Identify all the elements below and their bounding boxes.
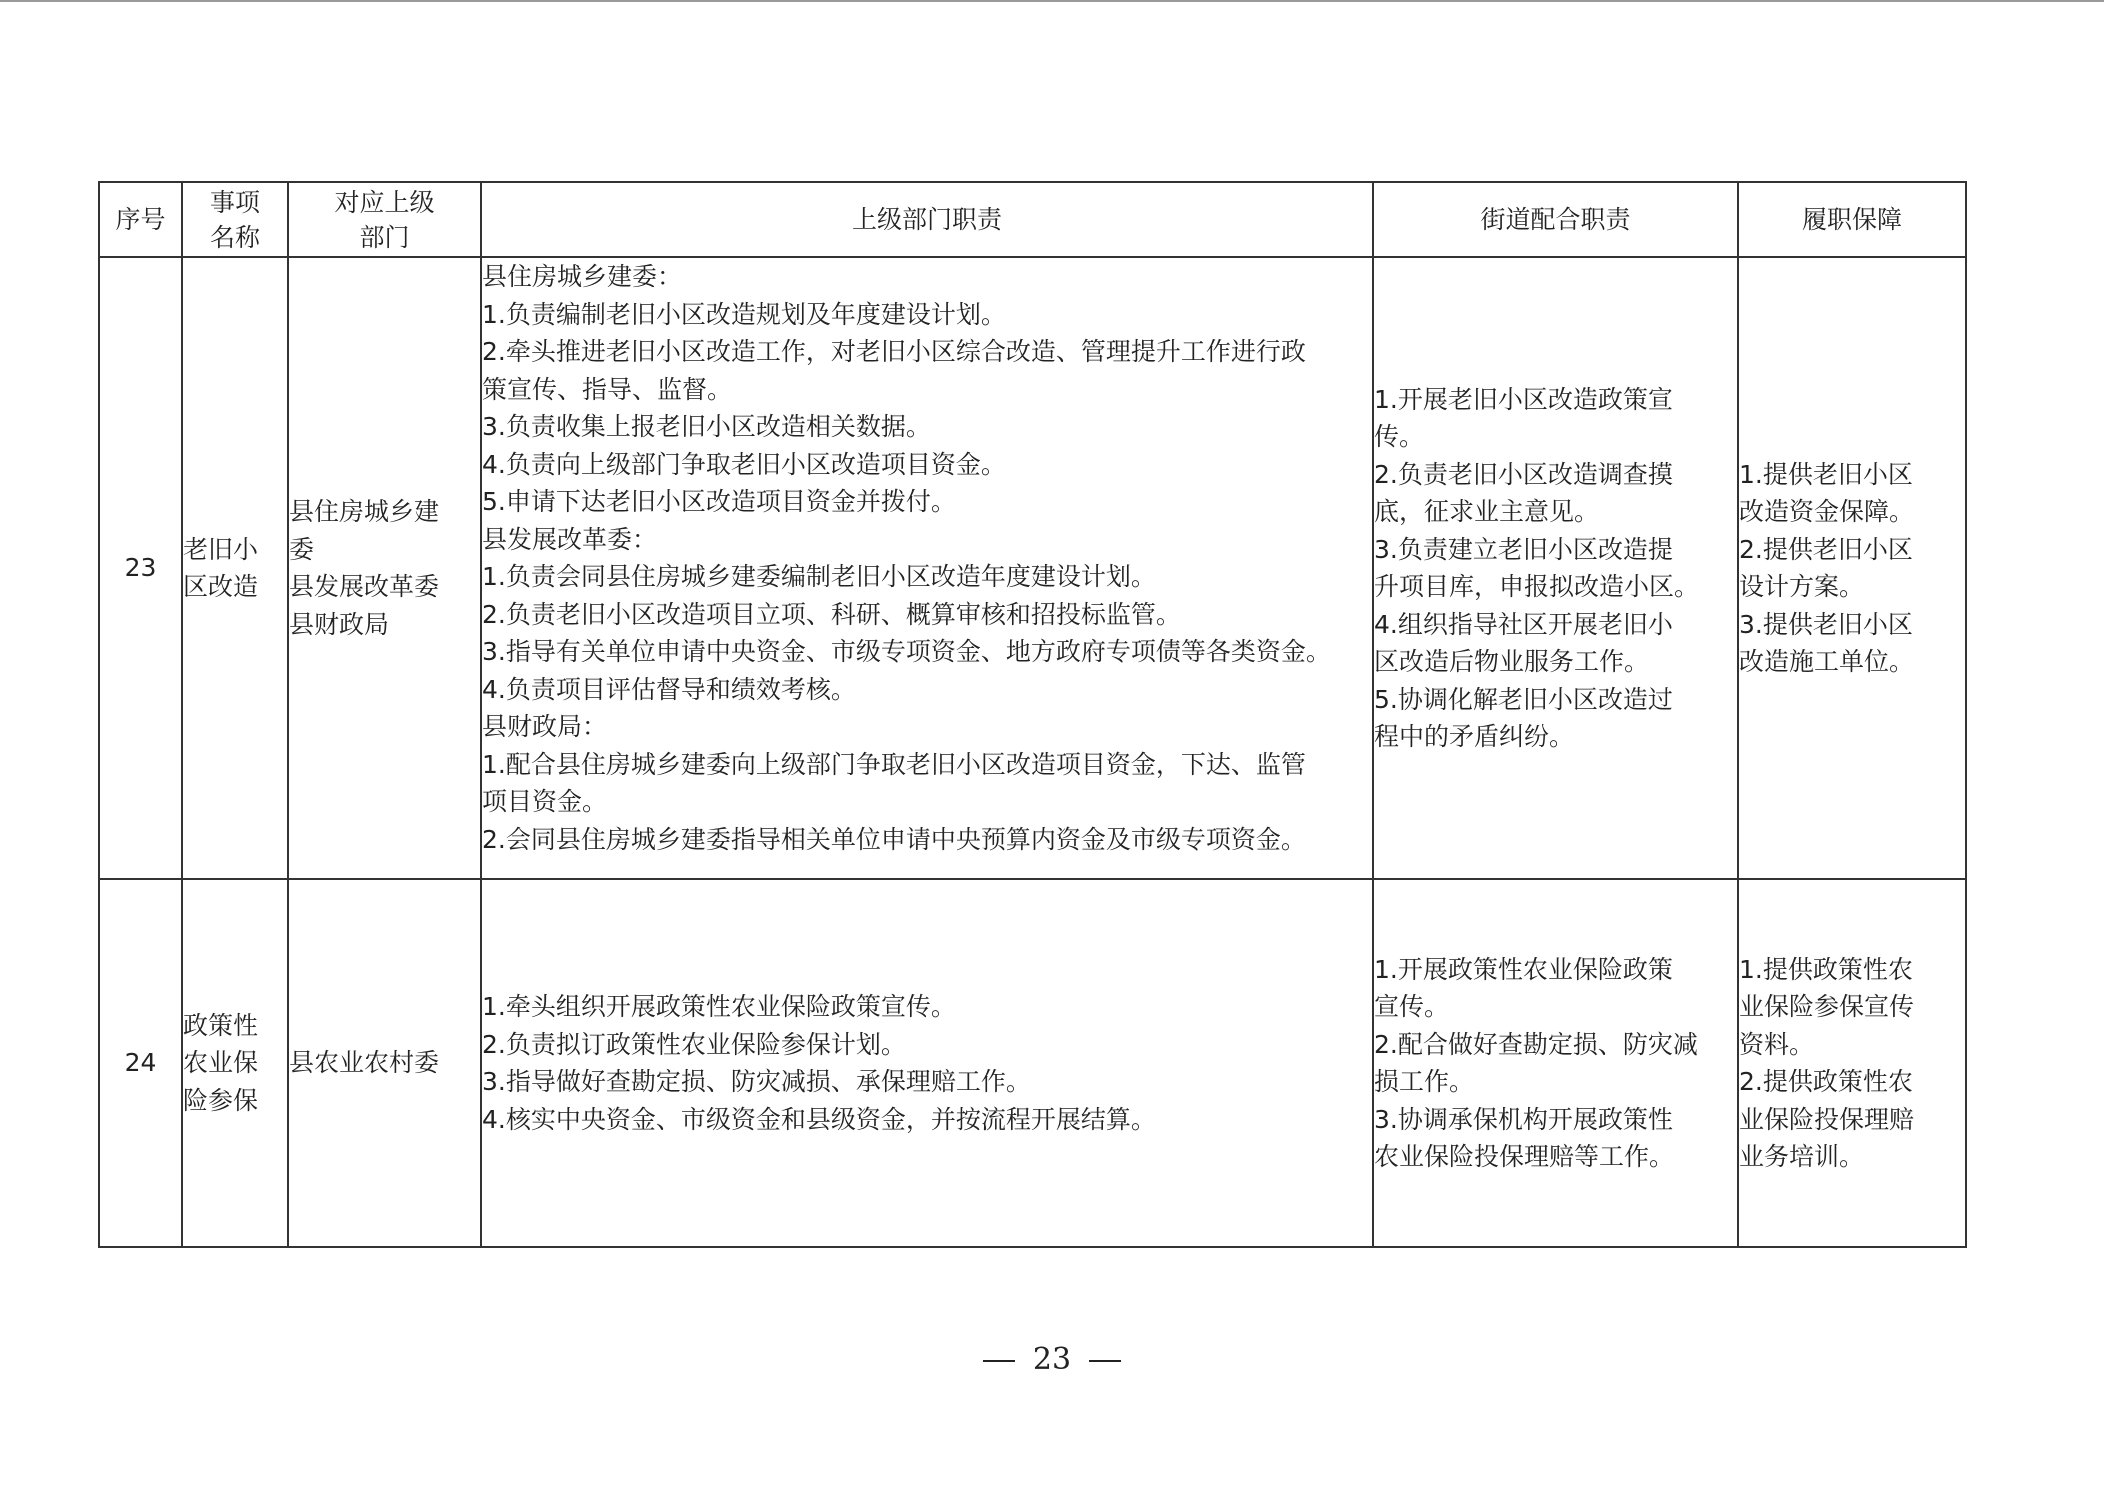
cell-item-name [182,879,288,1247]
page-number-dash-right [1089,1360,1121,1362]
dept-line: 委 [289,534,315,564]
street-duty-line: 3.协调承保机构开展政策性 [1374,1104,1673,1134]
dept-line: 县发展改革委 [289,572,440,601]
cell-guarantee [1738,879,1966,1247]
duty-table [98,181,1967,1248]
guarantee-line: 业保险参保宣传 [1739,992,1915,1021]
header-item-name-line: 事项 [209,187,260,217]
cell-street-duty [1373,879,1738,1247]
cell-guarantee [1738,257,1966,879]
street-duty-line: 3.负责建立老旧小区改造提 [1374,534,1673,564]
cell-dept [288,879,481,1247]
header-street-duty: 街道配合职责 [1373,182,1738,257]
page-top-rule [0,0,2104,2]
upper-duty-line: 4.负责项目评估督导和绩效考核。 [482,674,856,704]
upper-duty-line: 县住房城乡建委： [482,262,683,291]
upper-duty-line: 项目资金。 [482,787,608,816]
table-row [99,257,1966,879]
cell-seq: 24 [99,879,182,1247]
item-name-line: 政策性 [183,1010,259,1040]
guarantee-line: 3.提供老旧小区 [1739,609,1913,639]
street-duty-line: 2.负责老旧小区改造调查摸 [1374,459,1673,489]
upper-duty-line: 3.指导做好查勘定损、防灾减损、承保理赔工作。 [482,1067,1031,1096]
upper-duty-line: 2.负责老旧小区改造项目立项、科研、概算审核和招投标监管。 [482,599,1181,629]
street-duty-line: 农业保险投保理赔等工作。 [1374,1142,1675,1171]
cell-upper-duty [481,257,1373,879]
guarantee-line: 资料。 [1739,1029,1815,1059]
upper-duty-line: 3.指导有关单位申请中央资金、市级专项资金、地方政府专项债等各类资金。 [482,637,1331,666]
street-duty-line: 传。 [1374,422,1425,451]
street-duty-line: 1.开展政策性农业保险政策 [1374,954,1673,984]
upper-duty-line: 1.负责会同县住房城乡建委编制老旧小区改造年度建设计划。 [482,562,1156,591]
header-dept [288,182,481,257]
cell-item-name [182,257,288,879]
header-seq: 序号 [99,182,182,257]
upper-duty-line: 5.申请下达老旧小区改造项目资金并拨付。 [482,487,956,516]
street-duty-line: 1.开展老旧小区改造政策宣 [1374,384,1673,414]
cell-street-duty [1373,257,1738,879]
street-duty-line: 底，征求业主意见。 [1374,497,1600,526]
item-name-line: 农业保 [183,1048,259,1078]
item-name-line: 险参保 [183,1085,259,1115]
guarantee-line: 1.提供老旧小区 [1739,459,1913,489]
street-duty-line: 宣传。 [1374,992,1450,1021]
guarantee-line: 2.提供政策性农 [1739,1067,1913,1096]
header-dept-line: 部门 [359,222,410,252]
dept-line: 县住房城乡建 [289,497,440,526]
upper-duty-line: 1.负责编制老旧小区改造规划及年度建设计划。 [482,299,1006,329]
cell-seq: 23 [99,257,182,879]
header-item-name-line: 名称 [209,222,260,252]
street-duty-line: 升项目库，申报拟改造小区。 [1374,572,1700,601]
guarantee-line: 设计方案。 [1739,572,1865,601]
guarantee-line: 业保险投保理赔 [1739,1104,1915,1134]
page-number-text: 23 [1032,1342,1072,1377]
header-guarantee: 履职保障 [1738,182,1966,257]
item-name-line: 区改造 [183,572,259,601]
upper-duty-line: 3.负责收集上报老旧小区改造相关数据。 [482,412,931,441]
street-duty-line: 程中的矛盾纠纷。 [1374,722,1575,751]
upper-duty-line: 县财政局： [482,712,608,741]
street-duty-line: 4.组织指导社区开展老旧小 [1374,609,1673,639]
header-item-name [182,182,288,257]
street-duty-line: 区改造后物业服务工作。 [1374,647,1650,676]
guarantee-line: 业务培训。 [1739,1142,1865,1171]
upper-duty-line: 策宣传、指导、监督。 [482,374,733,404]
guarantee-line: 改造资金保障。 [1739,497,1915,526]
upper-duty-line: 2.会同县住房城乡建委指导相关单位申请中央预算内资金及市级专项资金。 [482,824,1306,854]
header-dept-line: 对应上级 [334,187,435,217]
page-number [0,1342,2104,1377]
upper-duty-line: 1.牵头组织开展政策性农业保险政策宣传。 [482,992,956,1021]
street-duty-line: 2.配合做好查勘定损、防灾减 [1374,1029,1698,1059]
item-name-line: 老旧小 [183,534,259,564]
header-upper-duty: 上级部门职责 [481,182,1373,257]
table-row [99,879,1966,1247]
upper-duty-line: 4.负责向上级部门争取老旧小区改造项目资金。 [482,449,1006,479]
cell-upper-duty [481,879,1373,1247]
upper-duty-line: 县发展改革委： [482,524,658,554]
upper-duty-line: 4.核实中央资金、市级资金和县级资金，并按流程开展结算。 [482,1104,1156,1134]
guarantee-line: 1.提供政策性农 [1739,954,1913,984]
street-duty-line: 5.协调化解老旧小区改造过 [1374,684,1673,714]
guarantee-line: 改造施工单位。 [1739,647,1915,676]
upper-duty-line: 1.配合县住房城乡建委向上级部门争取老旧小区改造项目资金，下达、监管 [482,749,1306,779]
dept-line: 县农业农村委 [289,1048,440,1078]
header-row [99,182,1966,257]
upper-duty-line: 2.负责拟订政策性农业保险参保计划。 [482,1029,906,1059]
page-number-dash-left [983,1360,1015,1362]
guarantee-line: 2.提供老旧小区 [1739,534,1913,564]
street-duty-line: 损工作。 [1374,1067,1475,1096]
cell-dept [288,257,481,879]
dept-line: 县财政局 [289,609,390,639]
upper-duty-line: 2.牵头推进老旧小区改造工作，对老旧小区综合改造、管理提升工作进行政 [482,337,1306,366]
